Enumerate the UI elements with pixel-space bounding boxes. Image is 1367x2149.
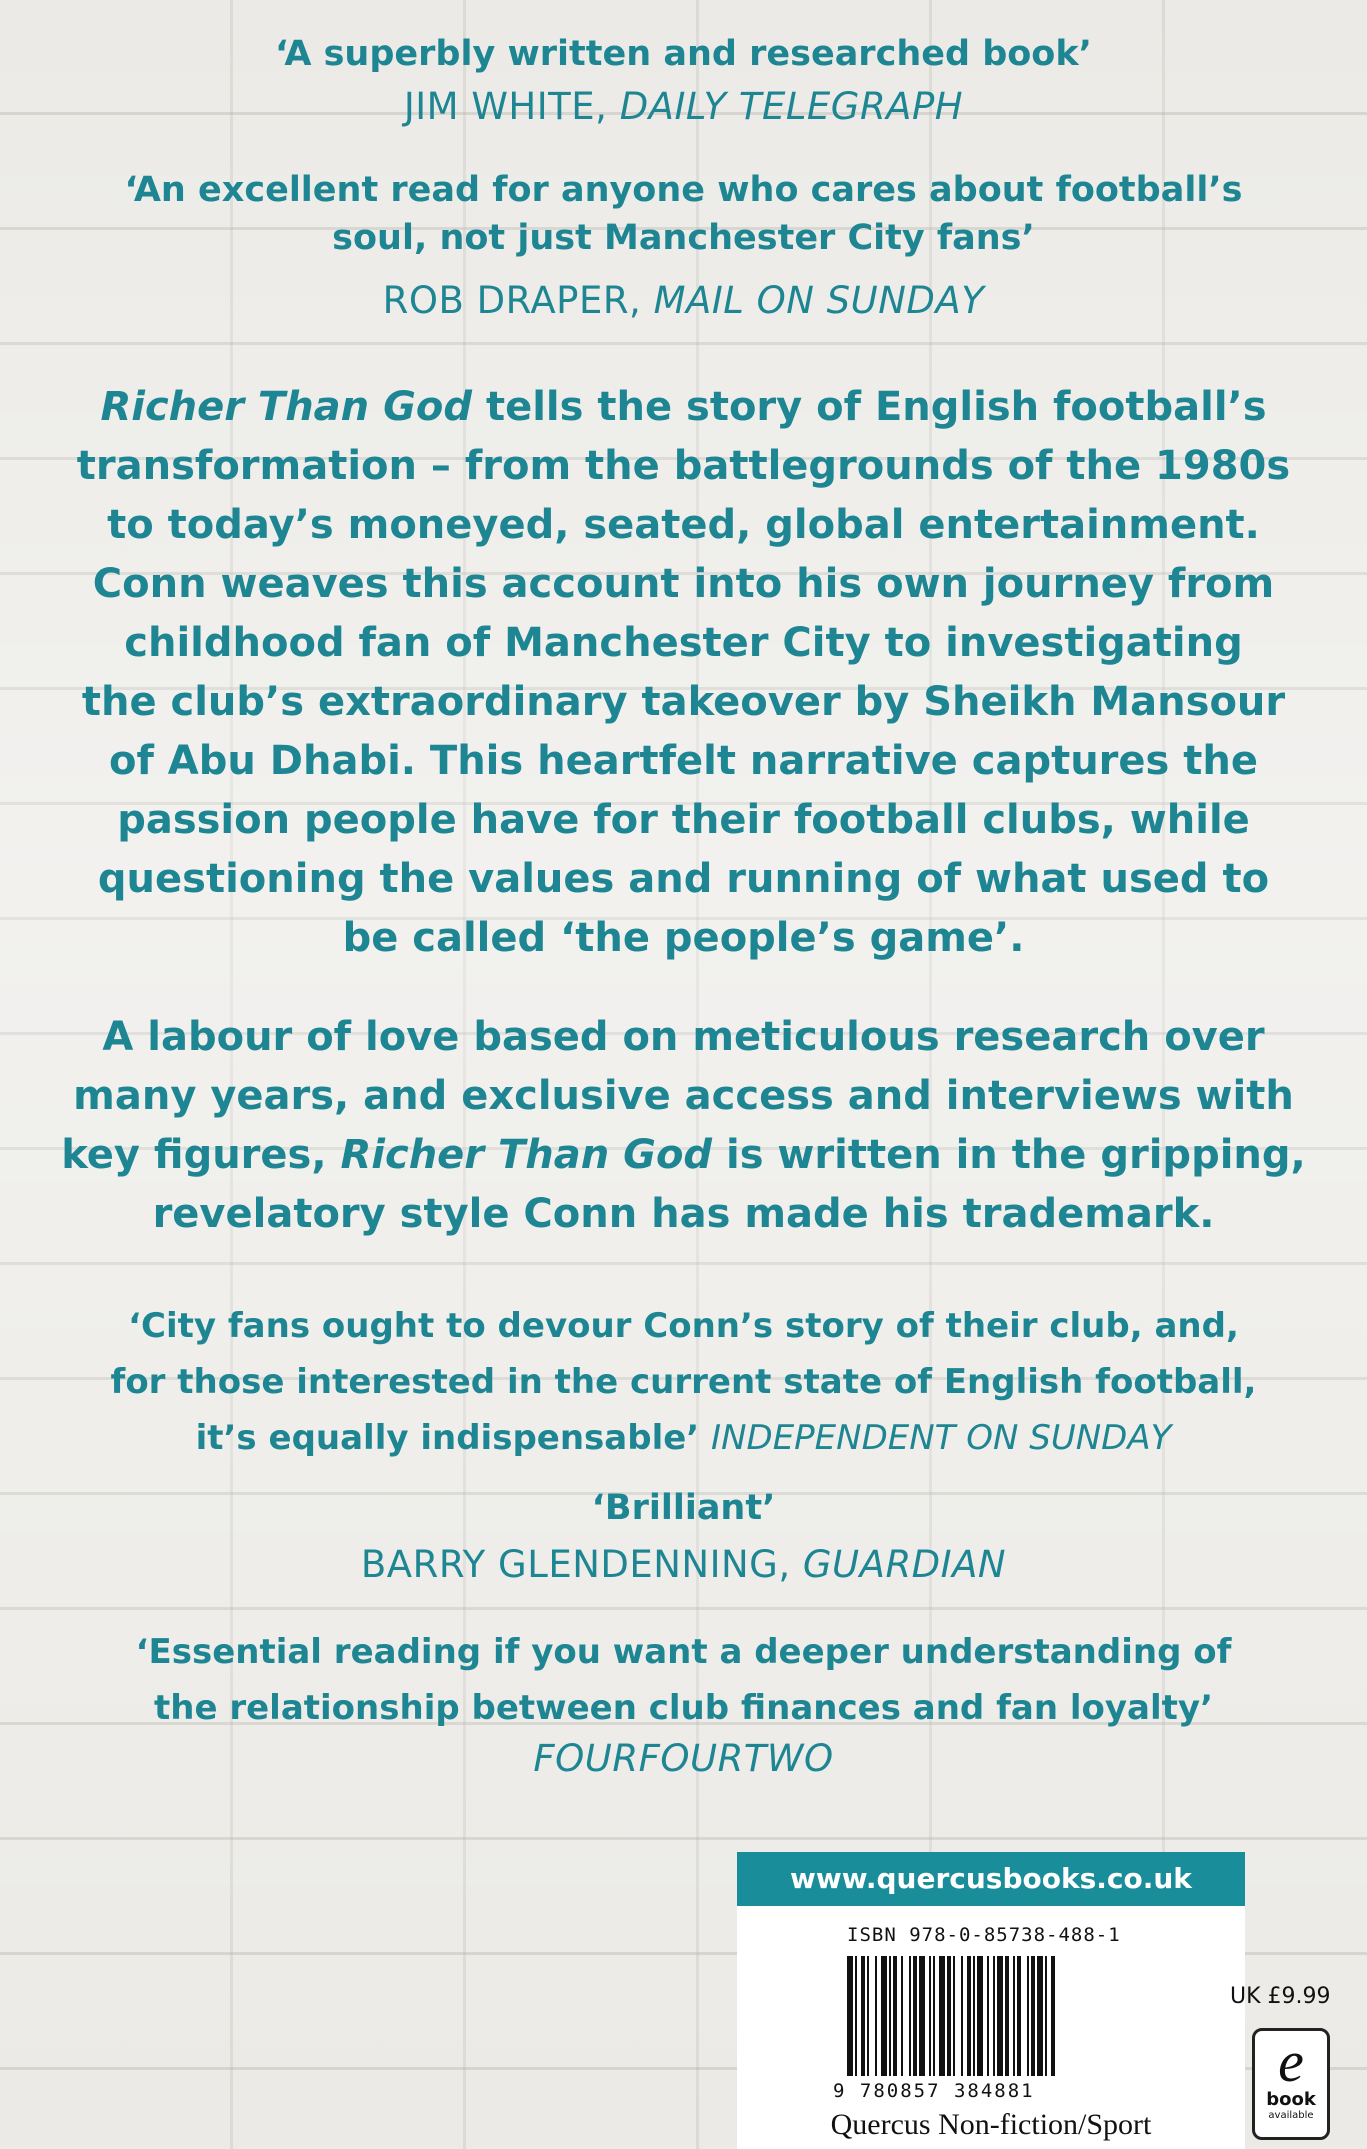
quote-2-publication: MAIL ON SUNDAY	[653, 279, 985, 322]
quote-4-text: ‘Brilliant’	[591, 1488, 776, 1528]
quote-1-author: JIM WHITE,	[403, 85, 608, 128]
blurb-2-line: A labour of love based on meticulous research over	[102, 1014, 1265, 1060]
isbn-digits: 9 780857 384881	[833, 2080, 1035, 2102]
quote-3	[0, 1298, 1367, 1466]
blurb-1-line: childhood fan of Manchester City to investigating	[124, 620, 1243, 666]
quote-2	[0, 166, 1367, 262]
blurb-paragraph-2	[0, 1008, 1367, 1244]
quote-5-attribution	[0, 1734, 1367, 1784]
quote-1-publication: DAILY TELEGRAPH	[619, 85, 964, 128]
quote-1-attribution	[0, 82, 1367, 132]
ebook-letter: e	[1278, 2029, 1304, 2094]
blurb-1-line: Conn weaves this account into his own journey from	[92, 561, 1275, 607]
quote-4-publication: GUARDIAN	[802, 1543, 1007, 1586]
quote-4	[0, 1484, 1367, 1532]
ebook-available-icon	[1252, 2028, 1330, 2140]
quote-3-publication: INDEPENDENT ON SUNDAY	[711, 1418, 1172, 1458]
blurb-1-line: passion people have for their football clubs, while	[117, 797, 1250, 843]
blurb-1-line: to today’s moneyed, seated, global entertainment.	[107, 502, 1260, 548]
book-title: Richer Than God	[340, 1132, 713, 1178]
barcode-panel	[737, 1852, 1245, 2149]
quote-5-line: the relationship between club finances and fan loyalty’	[154, 1688, 1213, 1728]
quote-2-line: ‘An excellent read for anyone who cares about football’s	[124, 170, 1243, 210]
blurb-1-line: transformation – from the battlegrounds of the 1980s	[76, 443, 1291, 489]
blurb-paragraph-1	[0, 378, 1367, 968]
isbn-label: ISBN 978-0-85738-488-1	[847, 1924, 1121, 1946]
quote-3-line: for those interested in the current state of English football,	[110, 1362, 1257, 1402]
blurb-2-line: revelatory style Conn has made his trademark.	[152, 1191, 1215, 1237]
quote-5	[0, 1624, 1367, 1736]
quote-3-line: it’s equally indispensable’ INDEPENDENT ON SUNDAY	[195, 1418, 1172, 1458]
blurb-1-line: Richer Than God tells the story of English football’s	[100, 384, 1267, 430]
blurb-1-line: the club’s extraordinary takeover by Sheikh Mansour	[81, 679, 1286, 725]
barcode-icon	[847, 1956, 1127, 2076]
blurb-2-line: many years, and exclusive access and interviews with	[73, 1073, 1294, 1119]
quote-2-author: ROB DRAPER,	[382, 279, 642, 322]
price-label: UK £9.99	[1230, 1984, 1331, 2009]
quote-5-publication: FOURFOURTWO	[533, 1737, 834, 1780]
quote-5-line: ‘Essential reading if you want a deeper understanding of	[135, 1632, 1232, 1672]
blurb-1-line: be called ‘the people’s game’.	[342, 915, 1025, 961]
blurb-2-line: key figures, Richer Than God is written in the gripping,	[61, 1132, 1306, 1178]
book-title: Richer Than God	[100, 384, 473, 430]
quote-4-author: BARRY GLENDENNING,	[360, 1543, 791, 1586]
quote-2-attribution	[0, 276, 1367, 326]
imprint-label: Quercus Non-fiction/Sport	[830, 2108, 1152, 2141]
publisher-url[interactable]: www.quercusbooks.co.uk	[737, 1852, 1245, 1906]
quote-1-text: ‘A superbly written and researched book’	[275, 34, 1092, 74]
quote-3-line: ‘City fans ought to devour Conn’s story of their club, and,	[128, 1306, 1239, 1346]
blurb-1-line: of Abu Dhabi. This heartfelt narrative captures the	[108, 738, 1258, 784]
ebook-word: book	[1266, 2089, 1316, 2110]
quote-1	[0, 30, 1367, 78]
ebook-note: available	[1268, 2110, 1314, 2121]
quote-2-line: soul, not just Manchester City fans’	[332, 218, 1035, 258]
quote-4-attribution	[0, 1540, 1367, 1590]
blurb-1-line: questioning the values and running of what used to	[97, 856, 1270, 902]
